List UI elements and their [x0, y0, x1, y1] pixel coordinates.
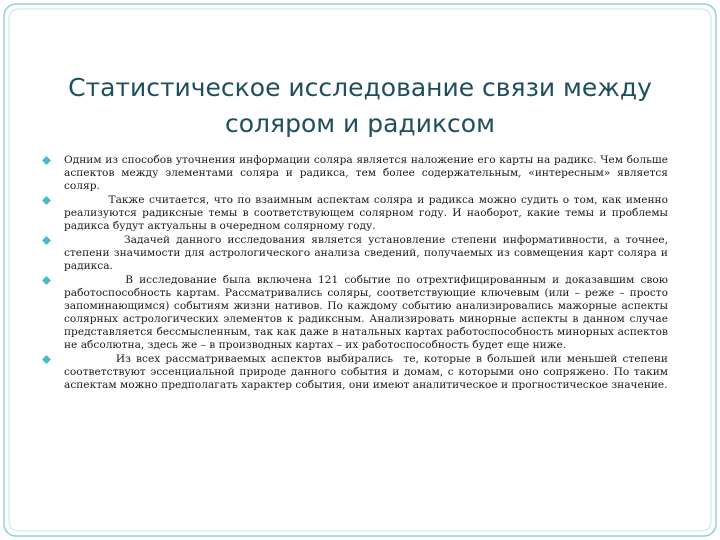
teal-diamond-bullet-icon	[42, 156, 51, 165]
bullet-item	[40, 154, 672, 193]
bullet-text: Также считается, что по взаимным аспектам соляра и радикса можно судить о том, как именно реализуются радиксные темы в соответствующем солярном году. И наоборот, какие темы и проблемы радикса будут актуальны в очередном солярному году.	[64, 194, 672, 232]
teal-diamond-bullet-icon	[42, 355, 51, 364]
bullet-list	[40, 154, 672, 393]
bullet-text: Задачей данного исследования является установление степени информативности, а точнее, степени значимости для астрологического анализа сведений, получаемых из совмещения карт соляра и радикса.	[64, 234, 672, 272]
bullet-text: Одним из способов уточнения информации соляра является наложение его карты на радикс. Чем больше аспектов между элементами соляра и радикса, тем более содержательным, «интересным» является соляр.	[64, 154, 672, 192]
teal-diamond-bullet-icon	[42, 236, 51, 245]
teal-diamond-bullet-icon	[42, 276, 51, 285]
bullet-item	[40, 274, 672, 352]
bullet-item	[40, 194, 672, 233]
bullet-text: В исследование была включена 121 событие по отрехтифицированным и доказавшим свою работоспособность картам. Рассматривались соляры, соответствующие ключевым (или – реже – просто запоминающимся) событиям жизни нативов. По каждому событию анализировались мажорные аспекты солярных астрологических элементов к радиксным. Анализировать минорные аспекты в данном случае представляется бессмысленным, так как даже в натальных картах работоспособность минорных аспектов не абсолютна, здесь же – в производных картах – их работоспособность будет еще ниже.	[64, 274, 672, 351]
teal-diamond-bullet-icon	[42, 196, 51, 205]
bullet-item	[40, 353, 672, 392]
slide-title: Статистическое исследование связи между соляром и радиксом	[68, 73, 652, 138]
bullet-item	[40, 234, 672, 273]
bullet-text: Из всех рассматриваемых аспектов выбирались те, которые в большей или меньшей степени соответствуют эссенциальной природе данного события и домам, с которыми оно сопряжено. По таким аспектам можно предполагать характер события, они имеют аналитическое и прогностическое значение.	[64, 353, 672, 391]
